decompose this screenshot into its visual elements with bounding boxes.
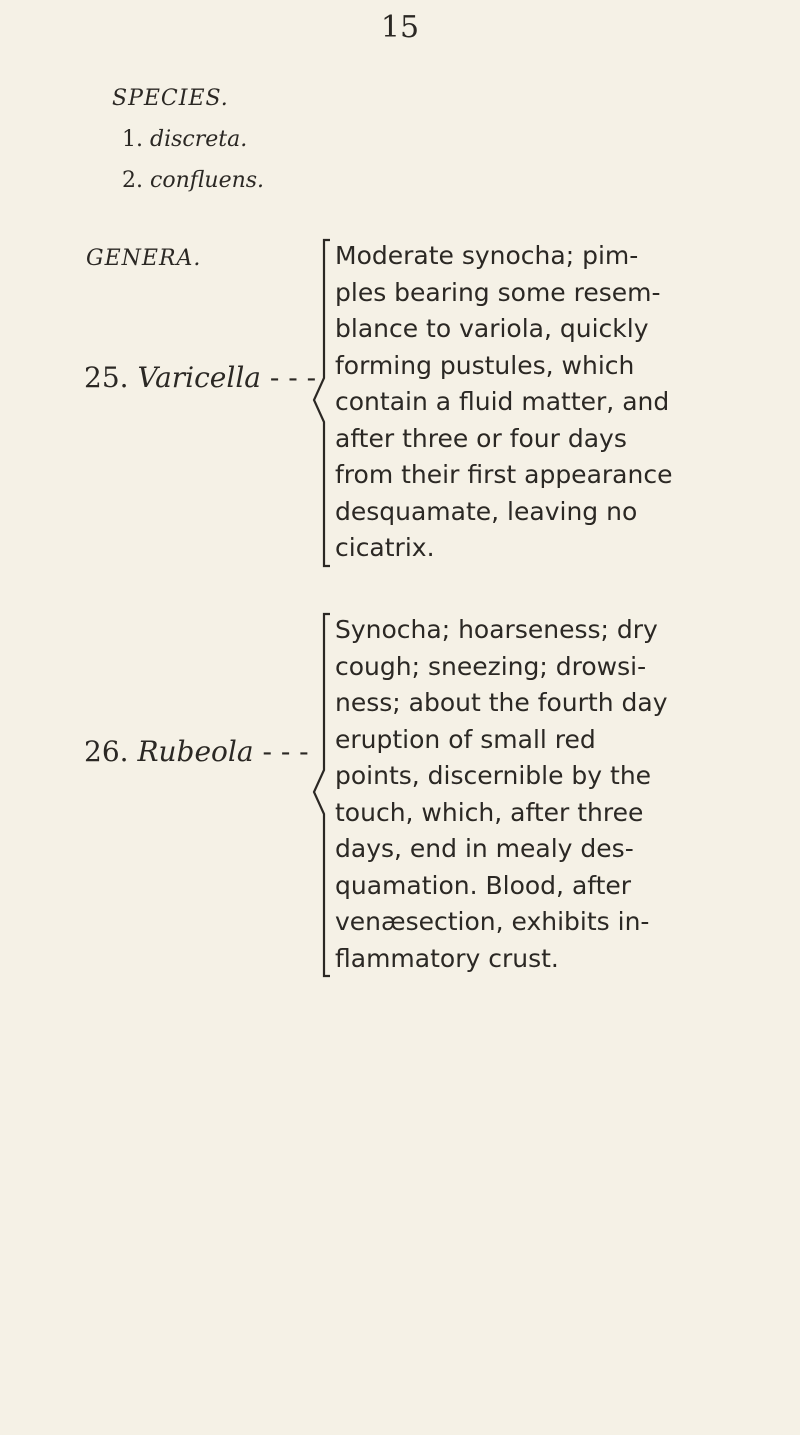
description-line: venæsection, exhibits in- [335,907,650,936]
species-name: discreta. [150,127,248,152]
species-item-discreta [122,127,247,152]
rubeola-description [335,612,775,977]
description-line: quamation. Blood, after [335,870,632,900]
description-line: days, end in mealy des- [335,834,634,863]
genus-leader: - - - [253,735,309,768]
description-line: touch, which, after three [335,797,644,827]
description-line: desquamate, leaving no [335,496,638,526]
species-name: confluens. [150,168,265,193]
description-line: contain a fluid matter, and [335,387,670,416]
description-line: after three or four days [335,423,627,453]
page-number: 15 [380,10,420,45]
description-line: forming pustules, which [335,350,635,380]
varicella-description [335,238,775,567]
description-line: blance to variola, quickly [335,314,649,343]
genus-number: 26. [84,735,129,768]
description-line: cicatrix. [335,533,435,562]
description-line: Synocha; hoarseness; dry [335,615,658,644]
species-number: 2. [122,168,143,193]
genus-leader: - - - [260,361,317,394]
genus-number: 25. [84,361,129,394]
genus-rubeola [84,735,309,768]
description-line: ples bearing some resem- [335,277,661,307]
curly-brace-icon [300,612,336,978]
genus-name: Rubeola [137,735,254,768]
curly-brace-icon [300,238,336,568]
description-line: flammatory crust. [335,943,559,973]
description-line: ness; about the fourth day [335,688,668,717]
species-item-confluens [122,168,264,193]
species-heading: SPECIES. [112,86,229,111]
genus-name: Varicella [137,361,261,394]
description-line: Moderate synocha; pim- [335,241,639,270]
description-line: eruption of small red [335,724,596,754]
genera-heading: GENERA. [86,246,202,271]
description-line: from their first appearance [335,460,673,489]
species-number: 1. [122,127,143,152]
description-line: points, discernible by the [335,761,652,790]
description-line: cough; sneezing; drowsi- [335,651,647,681]
genus-varicella [84,361,316,394]
